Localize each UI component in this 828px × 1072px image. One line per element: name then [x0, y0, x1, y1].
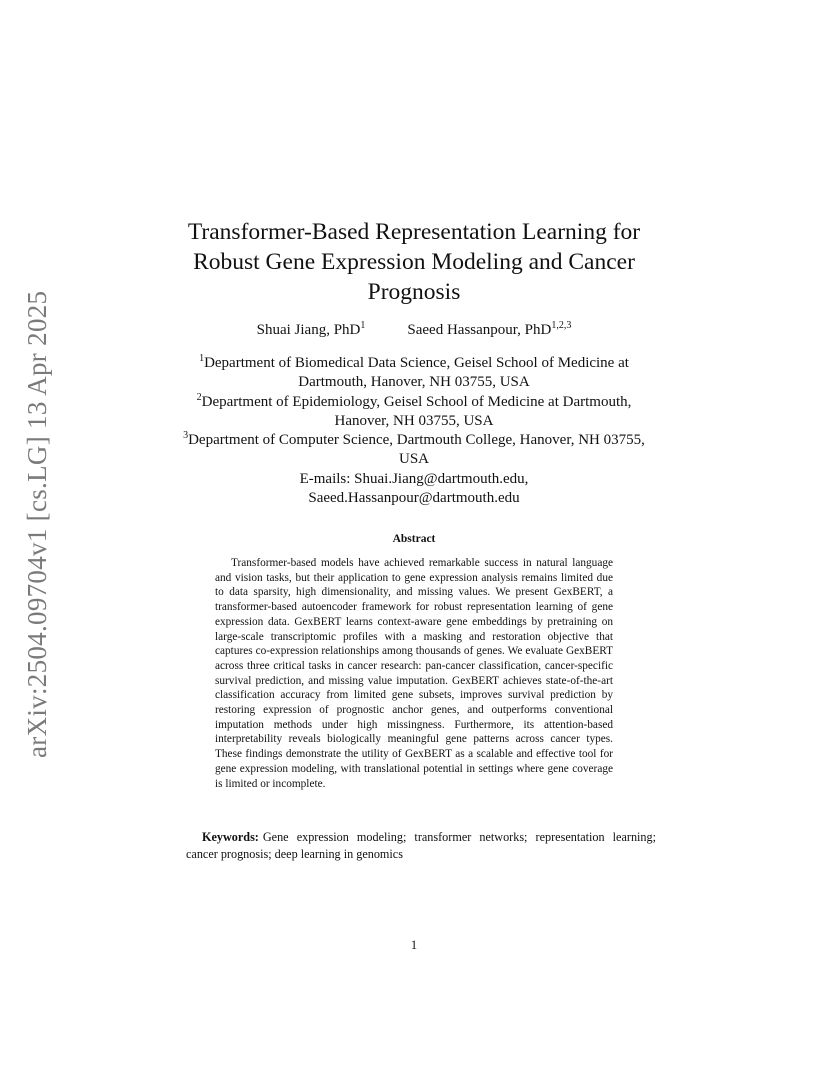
affiliation-text: Department of Biomedical Data Science, Geisel School of Medicine at Dartmouth, Hanover, NH 03755, USA [204, 355, 629, 391]
affiliation-mark: 2 [196, 391, 202, 403]
affiliation-text: Department of Computer Science, Dartmouth College, Hanover, NH 03755, USA [188, 432, 645, 468]
emails-line-1: E-mails: Shuai.Jiang@dartmouth.edu, [299, 470, 529, 487]
affiliation-mark: 3 [183, 430, 189, 442]
affiliation-3 [170, 431, 658, 470]
paper-title: Transformer-Based Representation Learning for Robust Gene Expression Modeling and Cancer Prognosis [187, 219, 641, 305]
emails-line-2: Saeed.Hassanpour@dartmouth.edu [308, 490, 520, 507]
affiliation-text: Department of Epidemiology, Geisel School of Medicine at Dartmouth, Hanover, NH 03755, USA [201, 393, 632, 429]
keywords-label: Keywords: [202, 830, 259, 844]
author-1 [257, 320, 366, 340]
keywords-paragraph [186, 829, 656, 863]
keywords-text: Gene expression modeling; transformer networks; representation learning; cancer prognosis; deep learning in genomics [186, 830, 656, 861]
arxiv-identifier-stamp: arXiv:2504.09704v1 [cs.LG] 13 Apr 2025 [22, 290, 52, 758]
author-name: Shuai Jiang, PhD [256, 322, 361, 338]
abstract-text: Transformer-based models have achieved remarkable success in natural language and vision tasks, but their application to gene expression analysis remains limited due to data sparsity, high dimensionality, and missing values. We present GexBERT, a transformer-based autoencoder framework for robust representation learning of gene expression data. GexBERT learns context-aware gene embeddings by pretraining on large-scale transcriptomic profiles with a masking and restoration objective that captures co-expression relationships among thousands of genes. We evaluate GexBERT across three critical tasks in cancer research: pan-cancer classification, cancer-specific survival prediction, and missing value imputation. GexBERT achieves state-of-the-art classification accuracy from limited gene subsets, improves survival prediction by restoring expression of prognostic anchor genes, and outperforms conventional imputation methods under high missingness. Furthermore, its attention-based interpretability reveals biologically meaningful gene patterns across cancer types. These findings demonstrate the utility of GexBERT as a scalable and effective tool for gene expression modeling, with translational potential in settings where gene coverage is limited or incomplete. [215, 557, 613, 790]
author-name: Saeed Hassanpour, PhD [407, 322, 552, 338]
affiliation-1 [170, 354, 658, 393]
affiliation-mark: 1 [199, 353, 205, 364]
page-number: 1 [410, 938, 418, 952]
affiliations-block [170, 354, 658, 508]
author-2 [407, 320, 571, 340]
author-affiliation-marks: 1 [360, 320, 366, 331]
abstract-heading: Abstract [392, 533, 436, 545]
affiliation-2 [170, 393, 658, 432]
author-list [170, 320, 658, 340]
author-affiliation-marks: 1,2,3 [551, 320, 572, 331]
